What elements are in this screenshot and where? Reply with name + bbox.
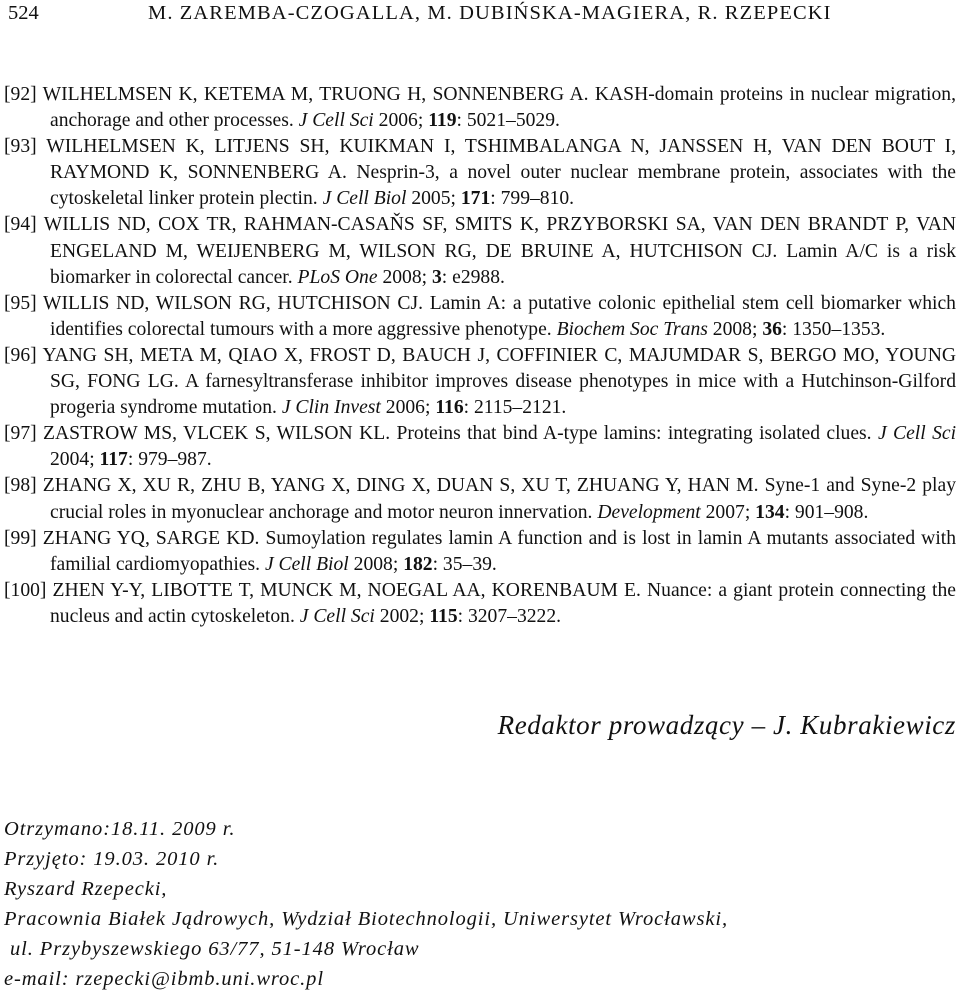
reference-number: [97]	[4, 423, 37, 445]
article-footer	[4, 814, 956, 994]
reference-pages: : 1350–1353.	[781, 318, 886, 340]
reference-journal: J Cell Sci	[877, 423, 957, 445]
page-number: 524	[8, 2, 39, 24]
reference-year: 2002;	[379, 605, 425, 627]
reference-year: 2008;	[712, 318, 758, 340]
reference-volume: 3	[432, 266, 442, 288]
reference-item	[4, 343, 956, 421]
reference-journal: Biochem Soc Trans	[556, 318, 708, 340]
reference-title: Syne-1 and Syne-2 play crucial roles in myonuclear anchorage and motor neuron innervation.	[50, 475, 956, 523]
reference-pages: : e2988.	[441, 266, 505, 288]
reference-number: [99]	[4, 527, 37, 549]
reference-authors: ZHANG YQ, SARGE KD.	[42, 527, 260, 549]
reference-volume: 36	[762, 318, 782, 340]
reference-authors: ZHEN Y-Y, LIBOTTE T, MUNCK M, NOEGAL AA, KORENBAUM E.	[52, 579, 641, 601]
reference-year: 2004;	[50, 449, 95, 471]
reference-pages: : 2115–2121.	[463, 397, 567, 419]
reference-number: [93]	[4, 136, 37, 158]
reference-volume: 119	[428, 110, 457, 132]
reference-item	[4, 212, 956, 290]
editor-note: Redaktor prowadzący – J. Kubrakiewicz	[497, 710, 956, 740]
reference-year: 2005;	[411, 188, 456, 210]
reference-journal: J Cell Biol	[264, 553, 349, 575]
reference-authors: YANG SH, META M, QIAO X, FROST D, BAUCH J, COFFINIER C, MAJUMDAR S, BERGO MO, YOUNG SG, FONG LG.	[42, 344, 956, 393]
accepted-date: Przyjęto: 19.03. 2010 r.	[4, 848, 220, 870]
reference-pages: : 5021–5029.	[456, 110, 560, 132]
reference-item	[4, 421, 956, 473]
reference-journal: J Cell Sci	[298, 110, 374, 132]
reference-title: Lamin A: a putative colonic epithelial stem cell biomarker which identifies colorectal tumours with a more aggressive phenotype.	[50, 292, 956, 340]
reference-title: Sumoylation regulates lamin A function and is lost in lamin A mutants associated with familial cardiomyopathies.	[50, 527, 957, 575]
reference-authors: ZASTROW MS, VLCEK S, WILSON KL.	[43, 423, 391, 445]
reference-year: 2006;	[385, 397, 431, 419]
reference-item	[4, 526, 956, 578]
reference-journal: J Cell Sci	[299, 605, 375, 627]
reference-journal: Development	[597, 501, 701, 523]
reference-pages: : 901–908.	[784, 501, 869, 523]
page-header	[0, 2, 960, 34]
reference-title: Nuance: a giant protein connecting the nucleus and actin cytoskeleton.	[50, 579, 956, 627]
reference-number: [92]	[4, 84, 37, 105]
reference-list	[4, 82, 956, 630]
reference-number: [98]	[4, 475, 37, 497]
author-affiliation: Pracownia Białek Jądrowych, Wydział Biotechnologii, Uniwersytet Wrocławski,	[4, 908, 728, 930]
reference-year: 2006;	[378, 110, 424, 132]
reference-item	[4, 578, 956, 630]
corresponding-author: Ryszard Rzepecki,	[4, 878, 168, 900]
reference-volume: 134	[755, 501, 785, 523]
author-email: e-mail: rzepecki@ibmb.uni.wroc.pl	[4, 968, 324, 990]
reference-title: KASH-domain proteins in nuclear migration, anchorage and other processes.	[50, 84, 956, 132]
reference-item	[4, 134, 956, 212]
received-date: Otrzymano:18.11. 2009 r.	[4, 818, 236, 840]
reference-volume: 182	[403, 553, 433, 575]
reference-volume: 116	[435, 397, 464, 419]
reference-authors: WILHELMSEN K, LITJENS SH, KUIKMAN I, TSHIMBALANGA N, JANSSEN H, VAN DEN BOUT I, RAYMOND K, SONNENBERG A.	[46, 136, 957, 184]
reference-title: Proteins that bind A-type lamins: integrating isolated clues.	[396, 423, 872, 445]
reference-year: 2007;	[705, 501, 751, 523]
reference-item	[4, 82, 956, 134]
reference-number: [100]	[4, 579, 47, 601]
reference-volume: 117	[99, 449, 128, 471]
reference-pages: : 979–987.	[127, 449, 212, 471]
reference-authors: WILHELMSEN K, KETEMA M, TRUONG H, SONNENBERG A.	[42, 84, 589, 105]
reference-item	[4, 291, 956, 343]
reference-journal: J Clin Invest	[281, 397, 381, 419]
reference-number: [95]	[4, 292, 37, 314]
author-address: ul. Przybyszewskiego 63/77, 51-148 Wrocław	[10, 938, 420, 960]
reference-pages: : 799–810.	[490, 188, 575, 210]
reference-authors: ZHANG X, XU R, ZHU B, YANG X, DING X, DUAN S, XU T, ZHUANG Y, HAN M.	[42, 475, 759, 497]
reference-title: A farnesyltransferase inhibitor improves disease phenotypes in mice with a Hutchinson-Gilford progeria syndrome mutation.	[50, 371, 956, 419]
reference-item	[4, 473, 956, 525]
reference-year: 2008;	[353, 553, 399, 575]
reference-volume: 171	[460, 188, 491, 210]
reference-authors: WILLIS ND, WILSON RG, HUTCHISON CJ.	[43, 292, 423, 314]
running-head: M. ZAREMBA-CZOGALLA, M. DUBIŃSKA-MAGIERA, R. RZEPECKI	[148, 2, 832, 24]
reference-pages: : 3207–3222.	[457, 605, 562, 627]
reference-title: Nesprin-3, a novel outer nuclear membrane protein, associates with the cytoskeletal linker protein plectin.	[50, 162, 956, 210]
reference-journal: PLoS One	[297, 266, 378, 288]
reference-number: [94]	[4, 214, 37, 236]
reference-title: Lamin A/C is a risk biomarker in colorectal cancer.	[50, 240, 956, 288]
reference-journal: J Cell Biol	[322, 188, 407, 210]
reference-volume: 115	[429, 605, 458, 627]
reference-authors: WILLIS ND, COX TR, RAHMAN-CASAŇS SF, SMITS K, PRZYBORSKI SA, VAN DEN BRANDT P, VAN ENGELAND M, WEIJENBERG M, WILSON RG, DE BRUINE A, HUTCHISON CJ.	[43, 214, 956, 262]
reference-pages: : 35–39.	[432, 553, 497, 575]
reference-number: [96]	[4, 344, 37, 366]
reference-year: 2008;	[382, 266, 428, 288]
